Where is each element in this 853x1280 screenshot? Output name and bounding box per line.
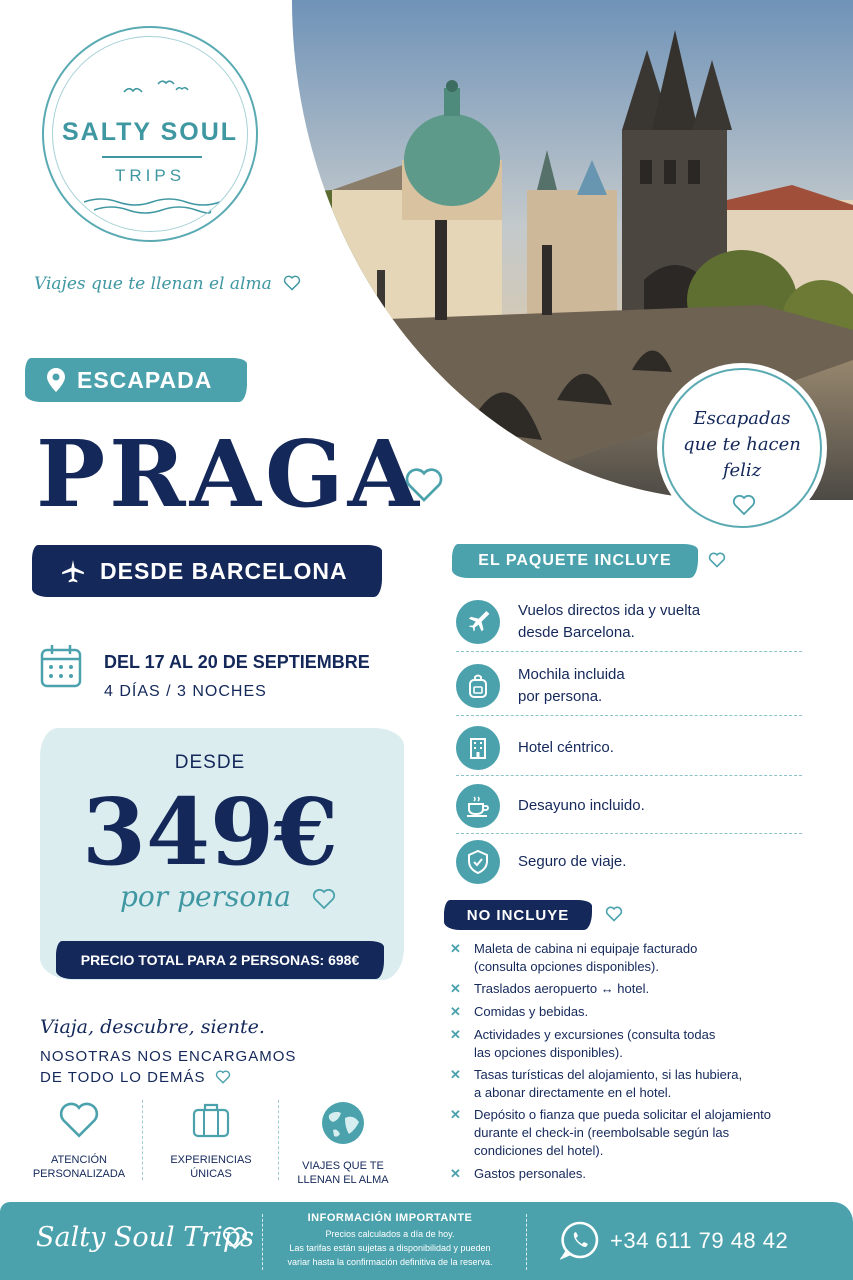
whatsapp-icon[interactable]	[560, 1220, 600, 1260]
calendar-icon	[40, 644, 82, 688]
heart-icon	[404, 466, 444, 504]
includes-item-insurance	[456, 836, 802, 888]
includes-item-breakfast	[456, 778, 802, 834]
city-title: PRAGA	[36, 420, 423, 528]
happy-escapes-badge	[662, 368, 822, 528]
feature-label: EXPERIENCIAS ÚNICAS	[170, 1154, 252, 1180]
footer-divider	[526, 1214, 527, 1270]
includes-item-text: Vuelos directos ida y vuelta desde Barcelona.	[518, 601, 701, 641]
includes-item-text: Desayuno incluido.	[518, 796, 645, 814]
heart-icon	[312, 888, 336, 910]
waves-icon	[84, 196, 220, 218]
footer-bar	[0, 1202, 853, 1280]
cross-icon: ✕	[450, 1166, 461, 1181]
brand-logo	[42, 26, 258, 242]
seagulls-icon	[122, 78, 192, 102]
includes-item-text: Mochila incluida por persona.	[518, 665, 625, 705]
heart-icon	[215, 1070, 231, 1084]
slogan-sub-line	[40, 1069, 231, 1086]
feature-soul-trips	[278, 1100, 408, 1187]
cross-icon: ✕	[450, 1107, 461, 1122]
plane-icon	[60, 558, 86, 584]
coffee-icon	[456, 784, 500, 828]
backpack-icon	[456, 664, 500, 708]
includes-item-text: Hotel céntrico.	[518, 738, 614, 756]
footer-phone[interactable]: +34 611 79 48 42	[610, 1228, 789, 1253]
logo-subtitle: TRIPS	[114, 166, 186, 185]
price-amount: 349€	[81, 778, 339, 886]
shield-icon	[456, 840, 500, 884]
heart-icon	[222, 1226, 248, 1250]
cross-icon: ✕	[450, 1067, 461, 1082]
heart-icon	[58, 1100, 100, 1140]
excludes-item: ✕ Comidas y bebidas.	[450, 1004, 589, 1019]
heart-icon	[605, 906, 623, 922]
excludes-item: ✕ Gastos personales.	[450, 1166, 587, 1181]
origin-banner	[32, 545, 382, 597]
includes-header: EL PAQUETE INCLUYE	[452, 544, 698, 578]
cross-icon: ✕	[450, 941, 461, 956]
total-price-banner: PRECIO TOTAL PARA 2 PERSONAS: 698€	[56, 941, 384, 979]
includes-item-backpack	[456, 656, 802, 716]
excludes-item: ✕ Actividades y excursiones (consulta todas las opciones disponibles).	[450, 1027, 716, 1060]
cross-icon: ✕	[450, 981, 461, 996]
cross-icon: ✕	[450, 1027, 461, 1042]
tagline-text: Viajes que te llenan el alma	[34, 274, 272, 294]
logo-divider	[102, 156, 202, 158]
heart-icon	[732, 494, 756, 516]
footer-info	[266, 1212, 514, 1269]
price-per-person: por persona	[120, 880, 291, 913]
trip-duration: 4 DÍAS / 3 NOCHES	[104, 683, 267, 700]
slogan-line: Viaja, descubre, siente.	[40, 1016, 265, 1038]
includes-item-text: Seguro de viaje.	[518, 853, 627, 870]
feature-divider	[142, 1100, 143, 1180]
escapada-tag	[25, 358, 247, 402]
excludes-item: ✕ Depósito o fianza que pueda solicitar el alojamiento durante el check-in (reembolsable según las condiciones del hotel).	[450, 1107, 772, 1158]
includes-item-flights	[456, 592, 802, 652]
plane-icon	[456, 600, 500, 644]
heart-icon	[708, 552, 726, 568]
slogan-sub-text: DE TODO LO DEMÁS	[40, 1069, 206, 1086]
cross-icon: ✕	[450, 1004, 461, 1019]
excludes-item: ✕ Maleta de cabina ni equipaje facturado (consulta opciones disponibles).	[450, 941, 698, 974]
price-from-label: DESDE	[174, 752, 246, 773]
suitcase-icon	[190, 1100, 232, 1140]
includes-item-hotel	[456, 720, 802, 776]
origin-label: DESDE BARCELONA	[100, 557, 348, 584]
footer-info-body: Precios calculados a día de hoy. Las tarifas están sujetas a disponibilidad y pueden variar hasta la confirmación definitiva de la reserva.	[287, 1229, 493, 1267]
feature-personal-attention	[14, 1100, 144, 1181]
feature-label: VIAJES QUE TE LLENAN EL ALMA	[297, 1160, 389, 1186]
trip-dates: DEL 17 AL 20 DE SEPTIEMBRE	[104, 652, 370, 672]
globe-icon	[319, 1100, 367, 1146]
logo-title: SALTY SOUL	[61, 118, 239, 146]
feature-label: ATENCIÓN PERSONALIZADA	[32, 1154, 126, 1180]
hotel-icon	[456, 726, 500, 770]
excludes-item: ✕ Tasas turísticas del alojamiento, si las hubiera, a abonar directamente en el hotel.	[450, 1067, 743, 1100]
escapada-label: ESCAPADA	[77, 366, 213, 393]
excludes-header: NO INCLUYE	[444, 900, 592, 930]
feature-unique-experiences	[146, 1100, 276, 1181]
slogan-sub-line: NOSOTRAS NOS ENCARGAMOS	[40, 1048, 297, 1065]
brand-tagline	[34, 274, 301, 294]
heart-icon	[283, 275, 301, 291]
footer-info-title: INFORMACIÓN IMPORTANTE	[307, 1212, 473, 1224]
footer-brand: Salty Soul Trips	[36, 1222, 254, 1253]
badge-text: Escapadas que te hacen feliz	[683, 408, 801, 481]
footer-divider	[262, 1214, 263, 1270]
location-pin-icon	[47, 368, 65, 392]
excludes-item: ✕ Traslados aeropuerto ↔ hotel.	[450, 981, 650, 996]
